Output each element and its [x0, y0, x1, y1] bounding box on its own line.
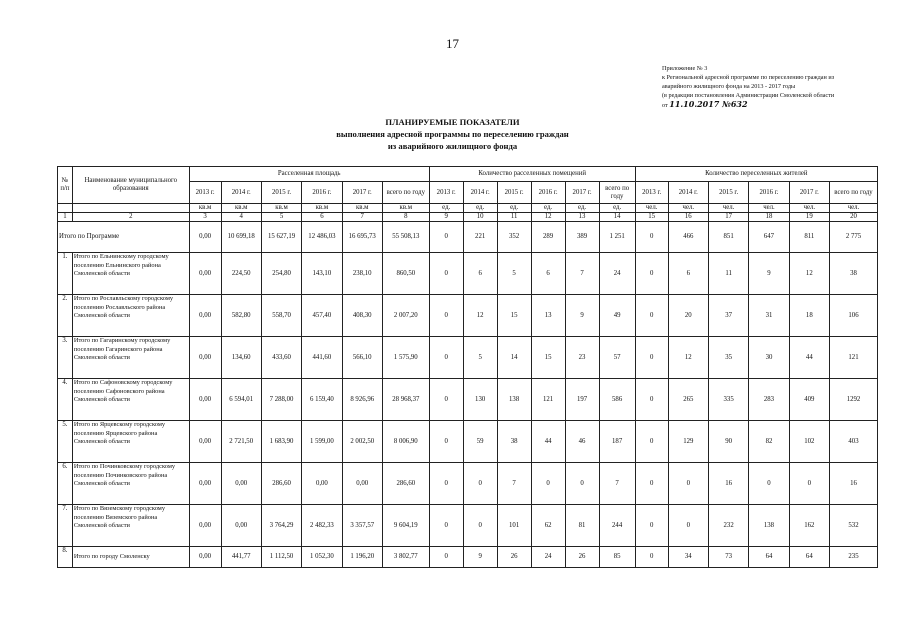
- row-name: Итого по Сафоновскому городскому поселению Сафоновского района Смоленской области: [72, 379, 189, 421]
- title-line: выполнения адресной программы по переселению граждан: [336, 129, 569, 139]
- row-value: 441,60: [302, 337, 342, 379]
- row-value: 433,60: [261, 337, 301, 379]
- unit-cell: чел.: [789, 204, 829, 213]
- column-number: 2: [72, 213, 189, 222]
- row-value: 11: [708, 253, 748, 295]
- appendix-line: аварийного жилищного фонда на 2013 - 2017 годы: [662, 83, 796, 90]
- row-value: 0: [635, 295, 668, 337]
- row-value: 286,60: [382, 463, 429, 505]
- column-number: 7: [342, 213, 382, 222]
- row-value: 0,00: [189, 505, 221, 547]
- row-value: 532: [830, 505, 878, 547]
- title-line: из аварийного жилищного фонда: [387, 141, 518, 151]
- indicators-table: [57, 166, 878, 568]
- row-value: 0: [635, 505, 668, 547]
- total-value: 389: [565, 222, 599, 253]
- column-number: 10: [463, 213, 497, 222]
- unit-empty: [58, 204, 73, 213]
- row-value: 0,00: [189, 463, 221, 505]
- row-value: 586: [599, 379, 635, 421]
- unit-cell: кв.м: [382, 204, 429, 213]
- row-value: 31: [749, 295, 789, 337]
- row-value: 335: [708, 379, 748, 421]
- unit-cell: кв.м: [189, 204, 221, 213]
- title-line: ПЛАНИРУЕМЫЕ ПОКАЗАТЕЛИ: [385, 117, 520, 127]
- total-value: 12 486,03: [302, 222, 342, 253]
- row-value: 46: [565, 421, 599, 463]
- appendix-line: Приложение № 3: [662, 65, 708, 72]
- row-value: 409: [789, 379, 829, 421]
- row-value: 28 968,37: [382, 379, 429, 421]
- unit-cell: кв.м: [221, 204, 261, 213]
- row-value: 162: [789, 505, 829, 547]
- row-name: Итого по Ельнинскому городскому поселению Ельнинского района Смоленской области: [72, 253, 189, 295]
- year-header: 2014 г.: [221, 182, 261, 204]
- row-value: 81: [565, 505, 599, 547]
- row-value: 558,70: [261, 295, 301, 337]
- unit-cell: чел.: [749, 204, 789, 213]
- row-name: Итого по Ярцевскому городскому поселению Ярцевского района Смоленской области: [72, 421, 189, 463]
- document-title: [0, 116, 905, 152]
- row-value: 0: [463, 505, 497, 547]
- handwritten-date-number: 11.10.2017 №632: [669, 99, 748, 109]
- row-value: 0: [635, 379, 668, 421]
- row-value: 1 683,90: [261, 421, 301, 463]
- row-value: 85: [599, 547, 635, 568]
- row-value: 0,00: [302, 463, 342, 505]
- header-name: Наименование муниципального образования: [72, 167, 189, 204]
- row-value: 26: [565, 547, 599, 568]
- row-value: 187: [599, 421, 635, 463]
- column-number: 3: [189, 213, 221, 222]
- row-value: 8 006,90: [382, 421, 429, 463]
- row-value: 6 159,40: [302, 379, 342, 421]
- row-value: 0: [789, 463, 829, 505]
- total-value: 851: [708, 222, 748, 253]
- row-value: 441,77: [221, 547, 261, 568]
- appendix-line: (в редакции постановления Администрации Смоленской области: [662, 92, 835, 99]
- row-value: 1 575,90: [382, 337, 429, 379]
- appendix-date-line: [662, 100, 897, 110]
- unit-cell: чел.: [830, 204, 878, 213]
- column-number: 14: [599, 213, 635, 222]
- row-value: 0,00: [189, 337, 221, 379]
- column-number: 16: [668, 213, 708, 222]
- row-value: 3 802,77: [382, 547, 429, 568]
- total-label: Итого по Программе: [58, 222, 190, 253]
- unit-cell: кв.м: [342, 204, 382, 213]
- row-value: 3 764,29: [261, 505, 301, 547]
- row-value: 2 002,50: [342, 421, 382, 463]
- row-value: 457,40: [302, 295, 342, 337]
- unit-cell: ед.: [497, 204, 531, 213]
- row-value: 121: [830, 337, 878, 379]
- row-value: 12: [463, 295, 497, 337]
- total-value: 0,00: [189, 222, 221, 253]
- row-value: 0,00: [189, 547, 221, 568]
- year-header: 2015 г.: [261, 182, 301, 204]
- total-value: 466: [668, 222, 708, 253]
- table-row: [58, 379, 878, 421]
- row-value: 8 926,96: [342, 379, 382, 421]
- appendix-note: [662, 64, 897, 110]
- year-header: 2014 г.: [668, 182, 708, 204]
- row-value: 2 482,33: [302, 505, 342, 547]
- table-row: [58, 253, 878, 295]
- row-value: 0: [635, 337, 668, 379]
- row-value: 197: [565, 379, 599, 421]
- row-value: 9: [749, 253, 789, 295]
- column-number: 13: [565, 213, 599, 222]
- row-number: 2.: [58, 295, 73, 337]
- year-header: 2013 г.: [635, 182, 668, 204]
- row-value: 265: [668, 379, 708, 421]
- row-value: 102: [789, 421, 829, 463]
- row-value: 5: [463, 337, 497, 379]
- row-value: 0: [429, 463, 463, 505]
- year-header: всего по году: [599, 182, 635, 204]
- row-value: 15: [497, 295, 531, 337]
- page-number: 17: [446, 36, 459, 51]
- row-value: 286,60: [261, 463, 301, 505]
- row-value: 38: [830, 253, 878, 295]
- row-number: 1.: [58, 253, 73, 295]
- row-value: 0: [668, 505, 708, 547]
- row-value: 7: [599, 463, 635, 505]
- row-value: 30: [749, 337, 789, 379]
- row-value: 106: [830, 295, 878, 337]
- row-value: 143,10: [302, 253, 342, 295]
- row-value: 0: [635, 463, 668, 505]
- total-value: 55 508,13: [382, 222, 429, 253]
- row-name: Итого по Рославльскому городскому поселению Рославльского района Смоленской области: [72, 295, 189, 337]
- column-number: 11: [497, 213, 531, 222]
- row-name: Итого по Вяземскому городскому поселению Вяземского района Смоленской области: [72, 505, 189, 547]
- row-value: 0: [429, 337, 463, 379]
- year-header: всего по году: [830, 182, 878, 204]
- row-number: 4.: [58, 379, 73, 421]
- column-number-row: [58, 213, 878, 222]
- header-group-residents: Количество переселенных жителей: [635, 167, 877, 182]
- unit-empty: [72, 204, 189, 213]
- total-value: 0: [635, 222, 668, 253]
- year-header: 2017 г.: [342, 182, 382, 204]
- row-value: 0: [429, 379, 463, 421]
- row-name: Итого по Гагаринскому городскому поселению Гагаринского района Смоленской области: [72, 337, 189, 379]
- row-value: 0: [635, 253, 668, 295]
- row-value: 14: [497, 337, 531, 379]
- row-value: 23: [565, 337, 599, 379]
- row-value: 232: [708, 505, 748, 547]
- row-value: 15: [531, 337, 565, 379]
- table-row: [58, 463, 878, 505]
- row-value: 0: [429, 421, 463, 463]
- row-number: 5.: [58, 421, 73, 463]
- row-name: Итого по городу Смоленску: [72, 547, 189, 568]
- total-value: 647: [749, 222, 789, 253]
- row-value: 235: [830, 547, 878, 568]
- row-value: 90: [708, 421, 748, 463]
- year-header: 2017 г.: [565, 182, 599, 204]
- row-value: 254,80: [261, 253, 301, 295]
- year-header: 2017 г.: [789, 182, 829, 204]
- total-value: 0: [429, 222, 463, 253]
- total-value: 1 251: [599, 222, 635, 253]
- year-header: 2015 г.: [708, 182, 748, 204]
- appendix-line: к Региональной адресной программе по переселению граждан из: [662, 74, 835, 81]
- row-value: 24: [599, 253, 635, 295]
- row-value: 73: [708, 547, 748, 568]
- total-row: [58, 222, 878, 253]
- row-value: 0,00: [221, 505, 261, 547]
- column-number: 5: [261, 213, 301, 222]
- unit-cell: чел.: [708, 204, 748, 213]
- row-value: 0: [429, 253, 463, 295]
- row-value: 0,00: [189, 421, 221, 463]
- row-value: 238,10: [342, 253, 382, 295]
- row-value: 121: [531, 379, 565, 421]
- row-number: 3.: [58, 337, 73, 379]
- appendix-line: от: [662, 102, 668, 109]
- column-number: 20: [830, 213, 878, 222]
- row-value: 101: [497, 505, 531, 547]
- year-header: 2015 г.: [497, 182, 531, 204]
- column-number: 1: [58, 213, 73, 222]
- row-value: 860,50: [382, 253, 429, 295]
- row-value: 224,50: [221, 253, 261, 295]
- year-header: 2016 г.: [302, 182, 342, 204]
- row-value: 6 594,01: [221, 379, 261, 421]
- column-number: 9: [429, 213, 463, 222]
- column-number: 19: [789, 213, 829, 222]
- row-value: 0: [429, 295, 463, 337]
- row-value: 0,00: [189, 295, 221, 337]
- row-value: 129: [668, 421, 708, 463]
- row-value: 62: [531, 505, 565, 547]
- column-number: 8: [382, 213, 429, 222]
- row-value: 0: [635, 421, 668, 463]
- row-value: 7: [565, 253, 599, 295]
- row-value: 403: [830, 421, 878, 463]
- unit-cell: ед.: [463, 204, 497, 213]
- row-value: 44: [531, 421, 565, 463]
- total-value: 289: [531, 222, 565, 253]
- row-value: 3 357,57: [342, 505, 382, 547]
- column-number: 6: [302, 213, 342, 222]
- row-value: 35: [708, 337, 748, 379]
- row-value: 20: [668, 295, 708, 337]
- row-value: 18: [789, 295, 829, 337]
- row-value: 9 604,19: [382, 505, 429, 547]
- row-value: 1 599,00: [302, 421, 342, 463]
- year-header: 2016 г.: [749, 182, 789, 204]
- row-value: 130: [463, 379, 497, 421]
- unit-cell: кв.м: [302, 204, 342, 213]
- row-value: 0: [531, 463, 565, 505]
- row-value: 1 196,20: [342, 547, 382, 568]
- column-number: 18: [749, 213, 789, 222]
- row-value: 64: [789, 547, 829, 568]
- unit-row: [58, 204, 878, 213]
- row-value: 138: [749, 505, 789, 547]
- row-value: 9: [463, 547, 497, 568]
- row-value: 5: [497, 253, 531, 295]
- unit-cell: чел.: [635, 204, 668, 213]
- year-header: 2013 г.: [189, 182, 221, 204]
- row-value: 0: [429, 547, 463, 568]
- row-value: 0: [463, 463, 497, 505]
- table-row: [58, 421, 878, 463]
- unit-cell: ед.: [599, 204, 635, 213]
- row-value: 244: [599, 505, 635, 547]
- table-row: [58, 547, 878, 568]
- row-value: 0,00: [189, 379, 221, 421]
- row-value: 16: [830, 463, 878, 505]
- total-value: 15 627,19: [261, 222, 301, 253]
- column-number: 12: [531, 213, 565, 222]
- row-value: 12: [789, 253, 829, 295]
- row-value: 13: [531, 295, 565, 337]
- row-value: 0: [565, 463, 599, 505]
- row-value: 582,80: [221, 295, 261, 337]
- row-value: 16: [708, 463, 748, 505]
- row-value: 49: [599, 295, 635, 337]
- row-value: 0,00: [342, 463, 382, 505]
- row-value: 138: [497, 379, 531, 421]
- row-value: 1 052,30: [302, 547, 342, 568]
- row-value: 283: [749, 379, 789, 421]
- table-row: [58, 295, 878, 337]
- total-value: 16 695,73: [342, 222, 382, 253]
- row-value: 0,00: [189, 253, 221, 295]
- unit-cell: чел.: [668, 204, 708, 213]
- row-value: 12: [668, 337, 708, 379]
- row-value: 44: [789, 337, 829, 379]
- row-value: 34: [668, 547, 708, 568]
- row-value: 6: [531, 253, 565, 295]
- row-value: 64: [749, 547, 789, 568]
- header-no: № п/п: [58, 167, 73, 204]
- row-number: 6.: [58, 463, 73, 505]
- row-name: Итого по Починковскому городскому поселению Починковского района Смоленской области: [72, 463, 189, 505]
- row-value: 1292: [830, 379, 878, 421]
- column-number: 17: [708, 213, 748, 222]
- total-value: 352: [497, 222, 531, 253]
- row-value: 37: [708, 295, 748, 337]
- year-header: 2016 г.: [531, 182, 565, 204]
- year-header: 2014 г.: [463, 182, 497, 204]
- row-value: 0: [635, 547, 668, 568]
- row-value: 7: [497, 463, 531, 505]
- row-value: 408,30: [342, 295, 382, 337]
- row-value: 0,00: [221, 463, 261, 505]
- row-value: 59: [463, 421, 497, 463]
- row-number: 7.: [58, 505, 73, 547]
- row-value: 24: [531, 547, 565, 568]
- row-value: 6: [463, 253, 497, 295]
- row-value: 9: [565, 295, 599, 337]
- row-value: 26: [497, 547, 531, 568]
- table-row: [58, 505, 878, 547]
- year-header: всего по году: [382, 182, 429, 204]
- header-group-rooms: Количество расселенных помещений: [429, 167, 635, 182]
- unit-cell: ед.: [565, 204, 599, 213]
- row-value: 6: [668, 253, 708, 295]
- row-value: 0: [668, 463, 708, 505]
- total-value: 811: [789, 222, 829, 253]
- table-row: [58, 337, 878, 379]
- year-header: 2013 г.: [429, 182, 463, 204]
- header-group-area: Расселенная площадь: [189, 167, 429, 182]
- unit-cell: ед.: [531, 204, 565, 213]
- unit-cell: ед.: [429, 204, 463, 213]
- row-number: 8.: [58, 547, 73, 568]
- row-value: 2 007,20: [382, 295, 429, 337]
- row-value: 0: [749, 463, 789, 505]
- column-number: 15: [635, 213, 668, 222]
- row-value: 566,10: [342, 337, 382, 379]
- row-value: 57: [599, 337, 635, 379]
- total-value: 221: [463, 222, 497, 253]
- row-value: 82: [749, 421, 789, 463]
- row-value: 134,60: [221, 337, 261, 379]
- unit-cell: кв.м: [261, 204, 301, 213]
- row-value: 2 721,50: [221, 421, 261, 463]
- total-value: 2 775: [830, 222, 878, 253]
- row-value: 38: [497, 421, 531, 463]
- row-value: 0: [429, 505, 463, 547]
- total-value: 10 699,18: [221, 222, 261, 253]
- row-value: 1 112,50: [261, 547, 301, 568]
- row-value: 7 288,00: [261, 379, 301, 421]
- column-number: 4: [221, 213, 261, 222]
